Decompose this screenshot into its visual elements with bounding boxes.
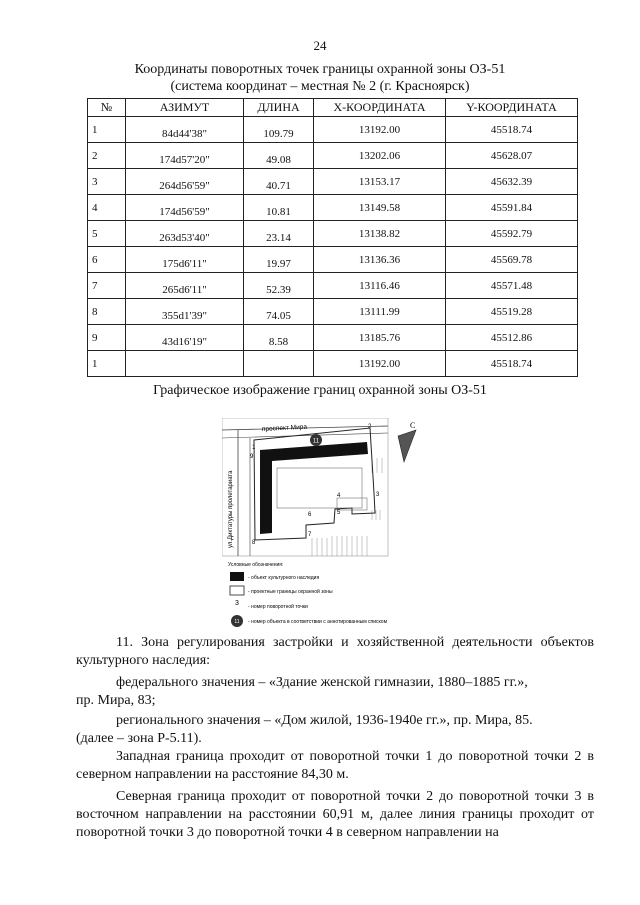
cell-azimuth: 43d16'19" xyxy=(126,325,244,351)
table-row xyxy=(88,325,578,351)
legend-item-boundary: - проектные границы охранной зоны xyxy=(248,589,333,595)
cell-num: 1 xyxy=(88,117,126,143)
paragraph-federal-address: пр. Мира, 83; xyxy=(76,693,156,708)
legend-item-heritage: - объект культурного наследия xyxy=(248,575,320,581)
cell-num: 5 xyxy=(88,221,126,247)
cell-x: 13185.76 xyxy=(314,325,446,351)
legend-sample-point: 3 xyxy=(235,600,239,607)
paragraph-north-boundary: Северная граница проходит от поворотной точки 2 до поворотной точки 3 в восточном направлении на расстоянии 60,91 м, далее линия границы проходит от поворотной точки 3 до поворотной точки 4 в северном направлении на xyxy=(76,789,594,840)
north-label: С xyxy=(410,421,416,430)
header-length: ДЛИНА xyxy=(244,99,314,117)
header-num: № xyxy=(88,99,126,117)
zone-plan-figure xyxy=(222,418,418,636)
legend-sample-object: 11 xyxy=(234,619,240,625)
cell-length: 74.05 xyxy=(244,299,314,325)
cell-num: 7 xyxy=(88,273,126,299)
cell-azimuth: 174d57'20" xyxy=(126,143,244,169)
point-label-9: 9 xyxy=(250,454,254,460)
table-row xyxy=(88,221,578,247)
point-label-7: 7 xyxy=(308,532,312,538)
cell-x: 13136.36 xyxy=(314,247,446,273)
legend-swatch-boundary xyxy=(230,586,244,595)
cell-num: 1 xyxy=(88,351,126,377)
point-label-5: 5 xyxy=(337,510,341,516)
paragraph-west-boundary: Западная граница проходит от поворотной точки 1 до поворотной точки 2 в северном направлении на расстояние 84,30 м. xyxy=(76,749,594,782)
cell-length: 52.39 xyxy=(244,273,314,299)
cell-y: 45591.84 xyxy=(446,195,578,221)
cell-y: 45628.07 xyxy=(446,143,578,169)
cell-length: 19.97 xyxy=(244,247,314,273)
cell-x: 13192.00 xyxy=(314,351,446,377)
table-row xyxy=(88,299,578,325)
table-row xyxy=(88,351,578,377)
cell-length: 8.58 xyxy=(244,325,314,351)
cell-y: 45518.74 xyxy=(446,117,578,143)
cell-length: 40.71 xyxy=(244,169,314,195)
legend-title: Условные обозначения: xyxy=(228,562,284,568)
table-header-row xyxy=(88,99,578,117)
cell-x: 13153.17 xyxy=(314,169,446,195)
cell-azimuth xyxy=(126,351,244,377)
point-label-8: 8 xyxy=(252,540,256,546)
table-row xyxy=(88,117,578,143)
table-row xyxy=(88,247,578,273)
cell-y: 45632.39 xyxy=(446,169,578,195)
object-number: 11 xyxy=(312,438,320,445)
cell-x: 13192.00 xyxy=(314,117,446,143)
cell-x: 13202.06 xyxy=(314,143,446,169)
table-row xyxy=(88,273,578,299)
cell-x: 13138.82 xyxy=(314,221,446,247)
point-label-2: 2 xyxy=(368,424,372,430)
legend-swatch-heritage xyxy=(230,572,244,581)
legend-item-point: - номер поворотной точки xyxy=(248,604,308,610)
cell-azimuth: 355d1'39" xyxy=(126,299,244,325)
table-title: Координаты поворотных точек границы охранной зоны ОЗ-51 xyxy=(134,62,506,77)
figure-caption: Графическое изображение границ охранной зоны ОЗ-51 xyxy=(153,383,487,398)
cell-azimuth: 265d6'11" xyxy=(126,273,244,299)
cell-num: 8 xyxy=(88,299,126,325)
page-number: 24 xyxy=(313,38,327,53)
cell-length: 49.08 xyxy=(244,143,314,169)
table-row xyxy=(88,143,578,169)
table-row xyxy=(88,169,578,195)
street-name-left: ул.Диктатуры пролетариата xyxy=(228,470,234,548)
map-frame xyxy=(222,418,388,556)
cell-y: 45571.48 xyxy=(446,273,578,299)
cell-num: 4 xyxy=(88,195,126,221)
cell-x: 13111.99 xyxy=(314,299,446,325)
cell-y: 45592.79 xyxy=(446,221,578,247)
coordinates-table xyxy=(87,98,578,377)
legend-item-object: - номер объекта в соответствии с аннотированным списком xyxy=(248,619,388,625)
paragraph-zone-title: 11. Зона регулирования застройки и хозяйственной деятельности объектов культурного наследия: xyxy=(76,635,594,668)
paragraph-federal: федерального значения – «Здание женской гимназии, 1880–1885 гг.», xyxy=(116,675,528,690)
point-label-6: 6 xyxy=(308,512,312,518)
street-name-top: проспект Мира xyxy=(261,423,308,433)
cell-num: 6 xyxy=(88,247,126,273)
point-label-4: 4 xyxy=(337,493,341,499)
paragraph-regional: регионального значения – «Дом жилой, 1936-1940е гг.», пр. Мира, 85. xyxy=(116,713,533,728)
point-label-3: 3 xyxy=(376,492,380,498)
cell-length xyxy=(244,351,314,377)
cell-length: 109.79 xyxy=(244,117,314,143)
cell-num: 3 xyxy=(88,169,126,195)
cell-y: 45569.78 xyxy=(446,247,578,273)
paragraph-zone-code: (далее – зона Р-5.11). xyxy=(76,731,202,746)
cell-num: 2 xyxy=(88,143,126,169)
cell-y: 45518.74 xyxy=(446,351,578,377)
cell-azimuth: 84d44'38" xyxy=(126,117,244,143)
cell-length: 10.81 xyxy=(244,195,314,221)
header-x: X-КООРДИНАТА xyxy=(314,99,446,117)
table-row xyxy=(88,195,578,221)
cell-y: 45512.86 xyxy=(446,325,578,351)
cell-x: 13149.58 xyxy=(314,195,446,221)
cell-x: 13116.46 xyxy=(314,273,446,299)
cell-azimuth: 174d56'59" xyxy=(126,195,244,221)
cell-num: 9 xyxy=(88,325,126,351)
header-y: Y-КООРДИНАТА xyxy=(446,99,578,117)
cell-azimuth: 175d6'11" xyxy=(126,247,244,273)
point-label-1: 1 xyxy=(252,445,256,451)
cell-azimuth: 264d56'59" xyxy=(126,169,244,195)
header-azimuth: АЗИМУТ xyxy=(126,99,244,117)
cell-length: 23.14 xyxy=(244,221,314,247)
cell-y: 45519.28 xyxy=(446,299,578,325)
north-arrow-icon xyxy=(398,430,416,462)
table-subtitle: (система координат – местная № 2 (г. Красноярск) xyxy=(170,79,470,94)
cell-azimuth: 263d53'40" xyxy=(126,221,244,247)
